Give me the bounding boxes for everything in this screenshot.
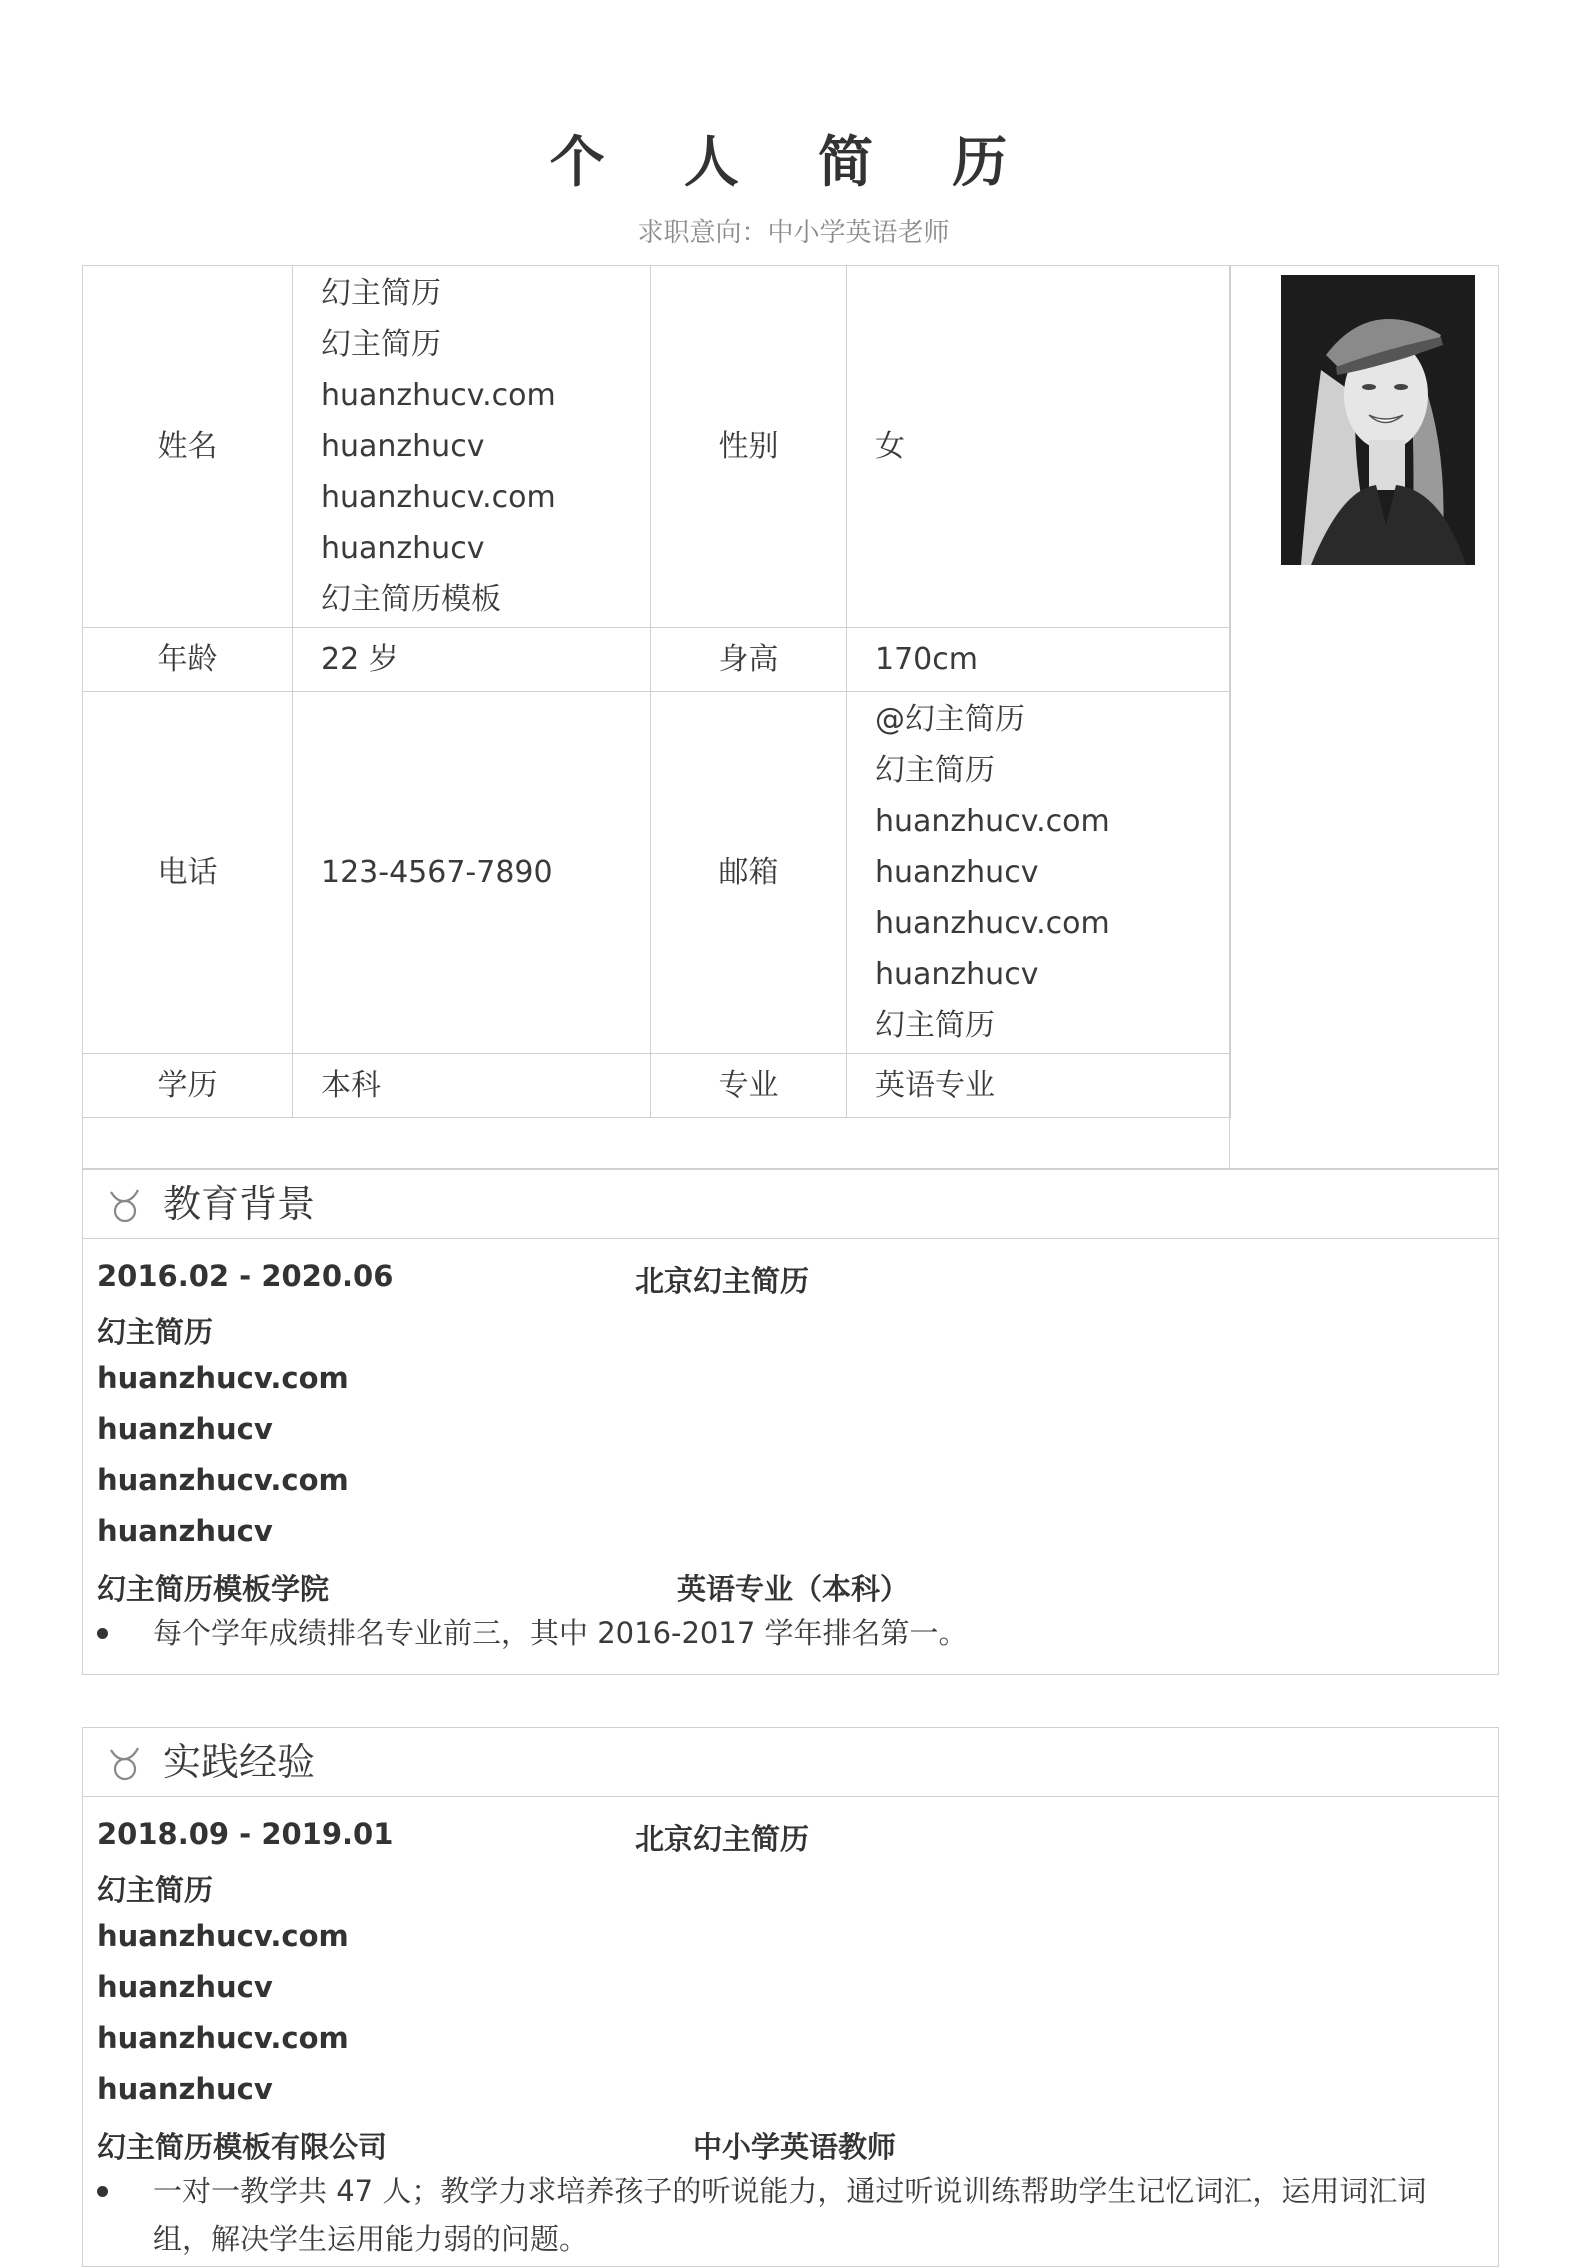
email-label: 邮箱 xyxy=(651,692,847,1054)
bullet-icon xyxy=(97,2186,108,2197)
education-line: 幻主简历 xyxy=(97,1315,214,1349)
education-line: huanzhucv xyxy=(97,1412,273,1446)
bullet-icon xyxy=(97,1628,108,1639)
taurus-icon xyxy=(105,1744,145,1784)
taurus-icon xyxy=(105,1186,145,1226)
experience-line: huanzhucv xyxy=(97,2072,273,2106)
education-line: huanzhucv.com xyxy=(97,1361,349,1395)
major-value: 英语专业 xyxy=(847,1054,1231,1118)
email-value: @幻主简历 幻主简历 huanzhucv.com huanzhucv huanzhucv.com huanzhucv 幻主简历 xyxy=(847,692,1231,1054)
height-value: 170cm xyxy=(847,628,1231,692)
education-line: huanzhucv xyxy=(97,1514,273,1548)
education-header xyxy=(83,1170,1498,1239)
experience-title: 实践经验 xyxy=(163,1740,316,1784)
page-title: 个 人 简 历 xyxy=(549,130,1038,194)
major-label: 专业 xyxy=(651,1054,847,1118)
education-label: 学历 xyxy=(83,1054,293,1118)
education-degree: 英语专业（本科） xyxy=(677,1572,910,1606)
education-value: 本科 xyxy=(293,1054,651,1118)
education-school: 幻主简历模板学院 xyxy=(97,1572,330,1606)
experience-period: 2018.09 - 2019.01 xyxy=(97,1817,394,1851)
education-title: 教育背景 xyxy=(163,1182,316,1226)
age-label: 年龄 xyxy=(83,628,293,692)
list-item: 每个学年成绩排名专业前三，其中 2016-2017 学年排名第一。 xyxy=(97,1609,1487,1657)
name-value: 幻主简历 幻主简历 huanzhucv.com huanzhucv huanzhucv.com huanzhucv 幻主简历模板 xyxy=(293,266,651,628)
experience-role: 中小学英语教师 xyxy=(693,2130,897,2164)
basic-info-table xyxy=(82,265,1231,1118)
experience-line: huanzhucv xyxy=(97,1970,273,2004)
education-org: 北京幻主简历 xyxy=(635,1264,810,1298)
list-item: 一对一教学共 47 人；教学力求培养孩子的听说能力，通过听说训练帮助学生记忆词汇，运用词汇词组，解决学生运用能力弱的问题。 xyxy=(97,2167,1487,2263)
portrait-photo xyxy=(1281,275,1475,565)
experience-line: huanzhucv.com xyxy=(97,2021,349,2055)
gender-label: 性别 xyxy=(651,266,847,628)
height-label: 身高 xyxy=(651,628,847,692)
experience-company: 幻主简历模板有限公司 xyxy=(97,2130,388,2164)
education-line: huanzhucv.com xyxy=(97,1463,349,1497)
phone-label: 电话 xyxy=(83,692,293,1054)
experience-line: huanzhucv.com xyxy=(97,1919,349,1953)
education-period: 2016.02 - 2020.06 xyxy=(97,1259,394,1293)
job-intention: 求职意向：中小学英语老师 xyxy=(637,218,950,248)
experience-header xyxy=(83,1728,1498,1797)
experience-line: 幻主简历 xyxy=(97,1873,214,1907)
gender-value: 女 xyxy=(847,266,1231,628)
education-section xyxy=(82,1169,1499,1675)
experience-org: 北京幻主简历 xyxy=(635,1822,810,1856)
age-value: 22 岁 xyxy=(293,628,651,692)
phone-value: 123-4567-7890 xyxy=(293,692,651,1054)
name-label: 姓名 xyxy=(83,266,293,628)
experience-section xyxy=(82,1727,1499,2267)
